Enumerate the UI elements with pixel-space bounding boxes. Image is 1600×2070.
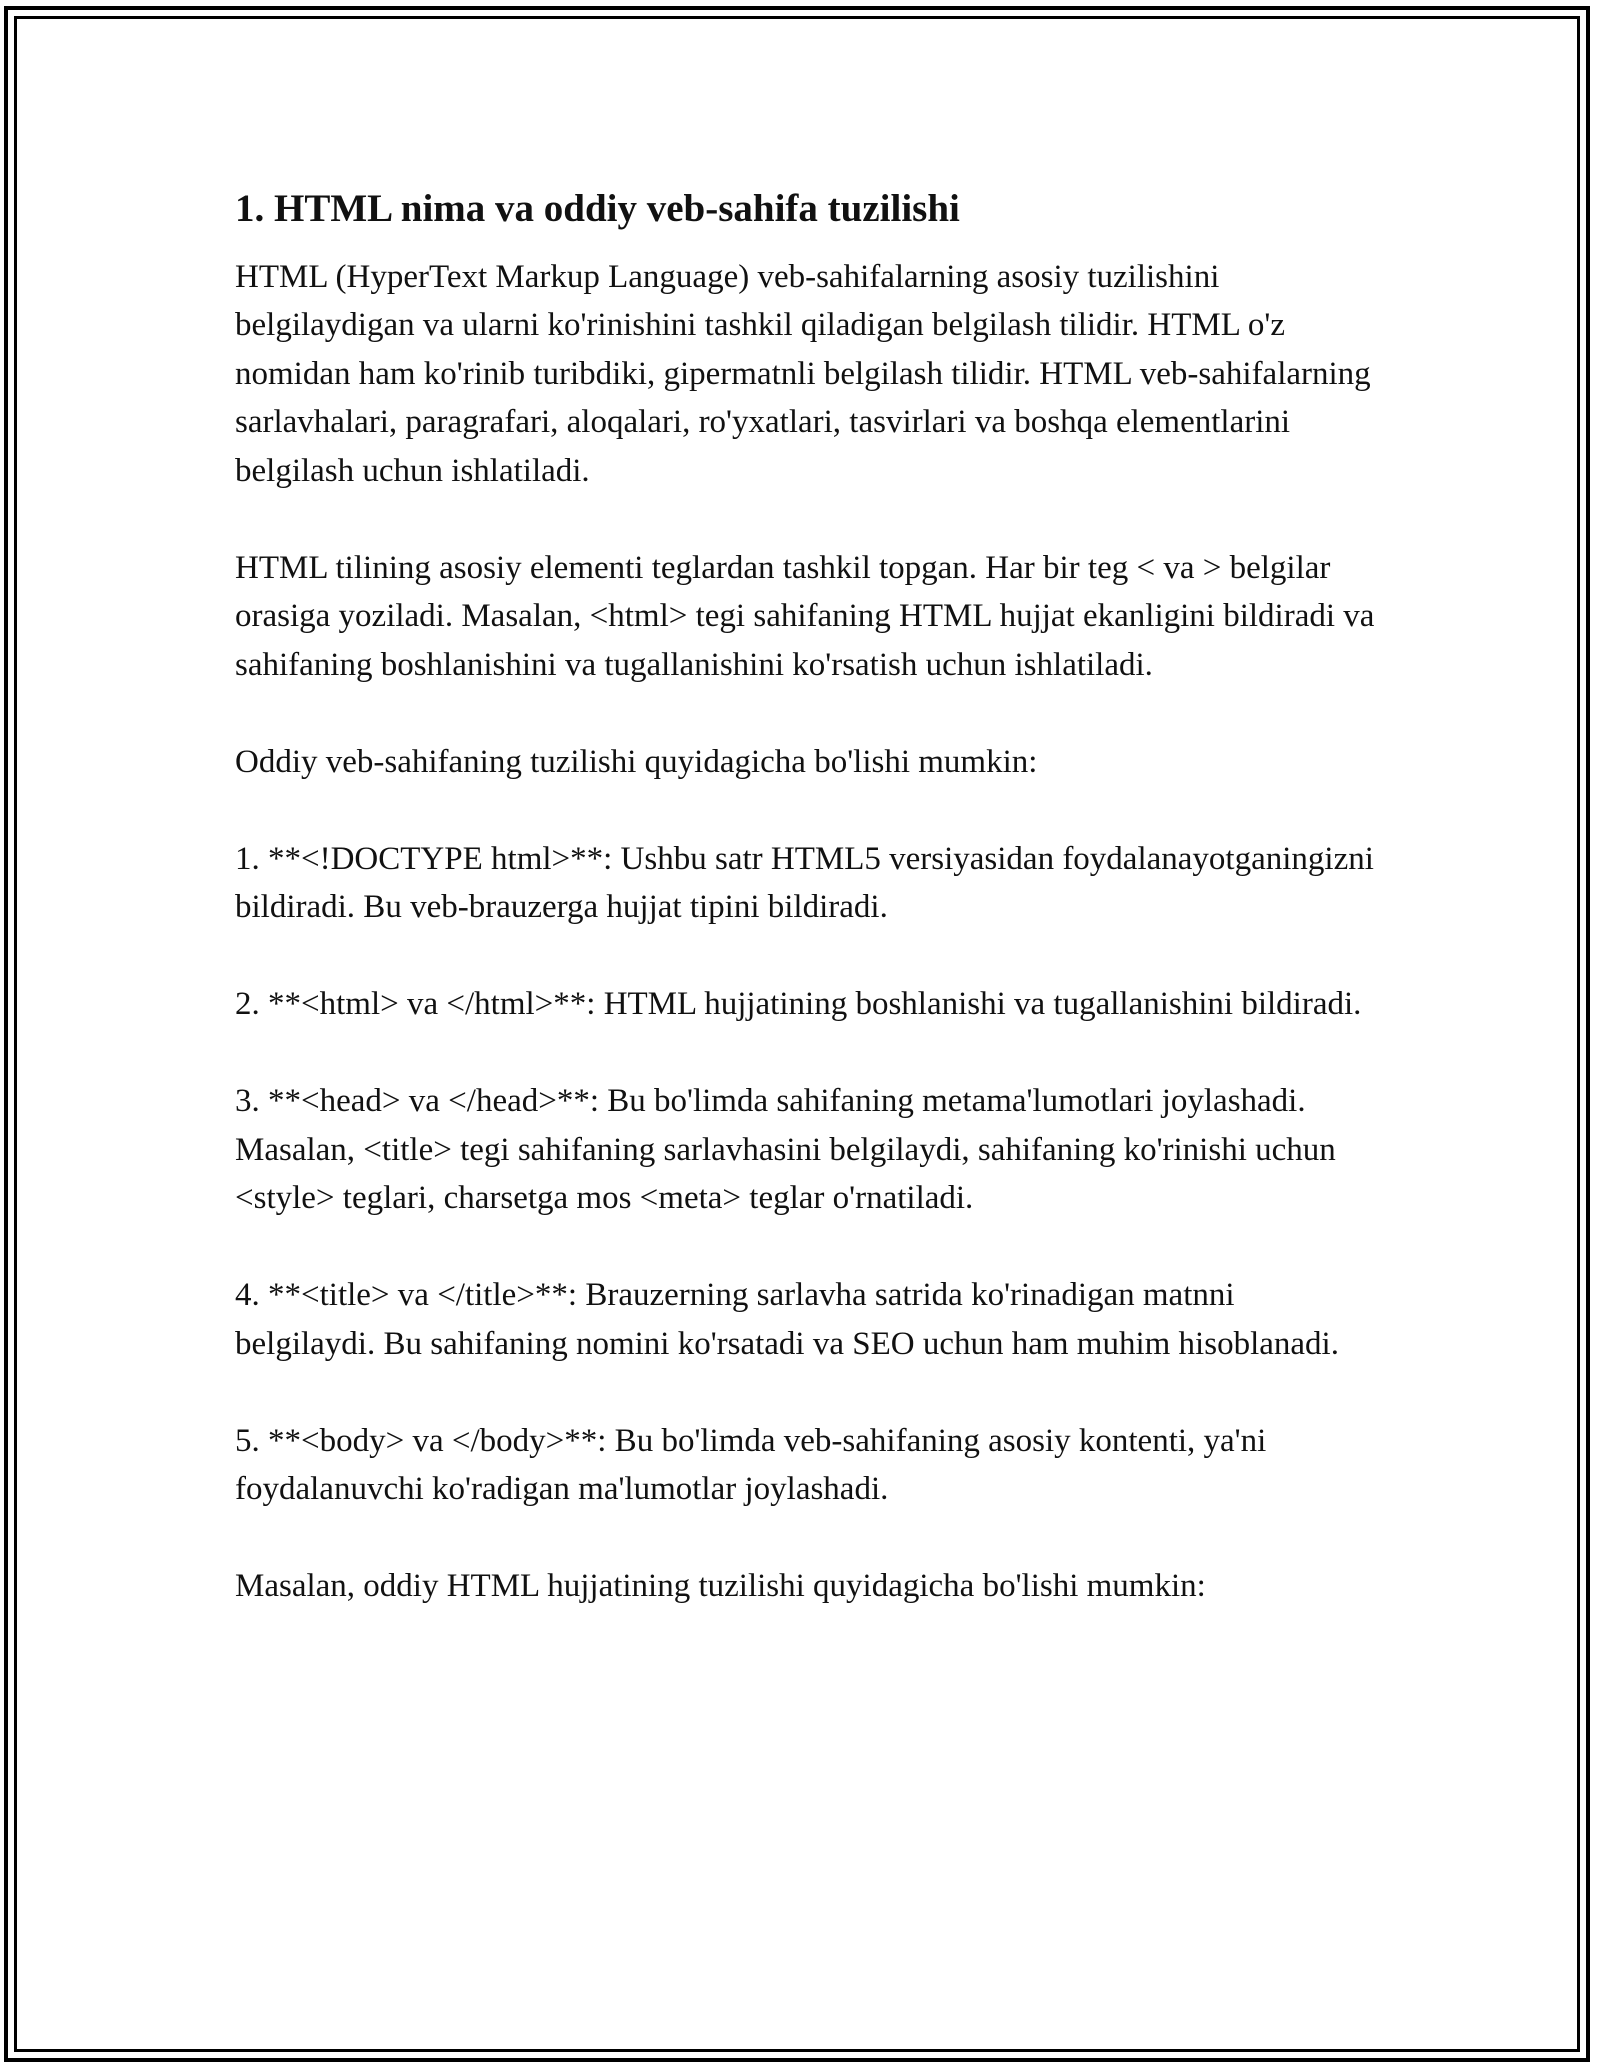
list-item-title: 4. **<title> va </title>**: Brauzerning sarlavha satrida ko'rinadigan matnni belgilaydi. Bu sahifaning nomini ko'rsatadi va SEO uchun ham muhim hisoblanadi. xyxy=(235,1277,1339,1362)
list-item-doctype: 1. **<!DOCTYPE html>**: Ushbu satr HTML5 versiyasidan foydalanayotganingizni bildiradi. Bu veb-brauzerga hujjat tipini bildiradi. xyxy=(235,840,1374,926)
paragraph-structure-intro: Oddiy veb-sahifaning tuzilishi quyidagicha bo'lishi mumkin: xyxy=(235,743,1038,780)
paragraph-example-intro: Masalan, oddiy HTML hujjatining tuzilishi quyidagicha bo'lishi mumkin: xyxy=(235,1568,1206,1605)
document-body xyxy=(235,186,1375,1659)
list-item-head: 3. **<head> va </head>**: Bu bo'limda sahifaning metama'lumotlari joylashadi. Masalan, <title> tegi sahifaning sarlavhasini belgilaydi, sahifaning ko'rinishi uchun <style> teglari, charsetga mos <meta> teglar o'rnatiladi. xyxy=(235,1083,1336,1217)
list-item-html: 2. **<html> va </html>**: HTML hujjatining boshlanishi va tugallanishini bildiradi. xyxy=(235,986,1362,1023)
section-heading: 1. HTML nima va oddiy veb-sahifa tuzilishi xyxy=(235,187,960,230)
paragraph-tags: HTML tilining asosiy elementi teglardan tashkil topgan. Har bir teg < va > belgilar orasiga yoziladi. Masalan, <html> tegi sahifaning HTML hujjat ekanligini bildiradi va sahifaning boshlanishini va tugallanishini ko'rsatish uchun ishlatiladi. xyxy=(235,549,1375,683)
paragraph-html-definition: HTML (HyperText Markup Language) veb-sahifalarning asosiy tuzilishini belgilaydigan va ularni ko'rinishini tashkil qiladigan belgilash tilidir. HTML o'z nomidan ham ko'rinib turibdiki, gipermatnli belgilash tilidir. HTML veb-sahifalarning sarlavhalari, paragrafari, aloqalari, ro'yxatlari, tasvirlari va boshqa elementlarini belgilash uchun ishlatiladi. xyxy=(235,258,1371,489)
list-item-body: 5. **<body> va </body>**: Bu bo'limda veb-sahifaning asosiy kontenti, ya'ni foydalanuvchi ko'radigan ma'lumotlar joylashadi. xyxy=(235,1422,1267,1508)
